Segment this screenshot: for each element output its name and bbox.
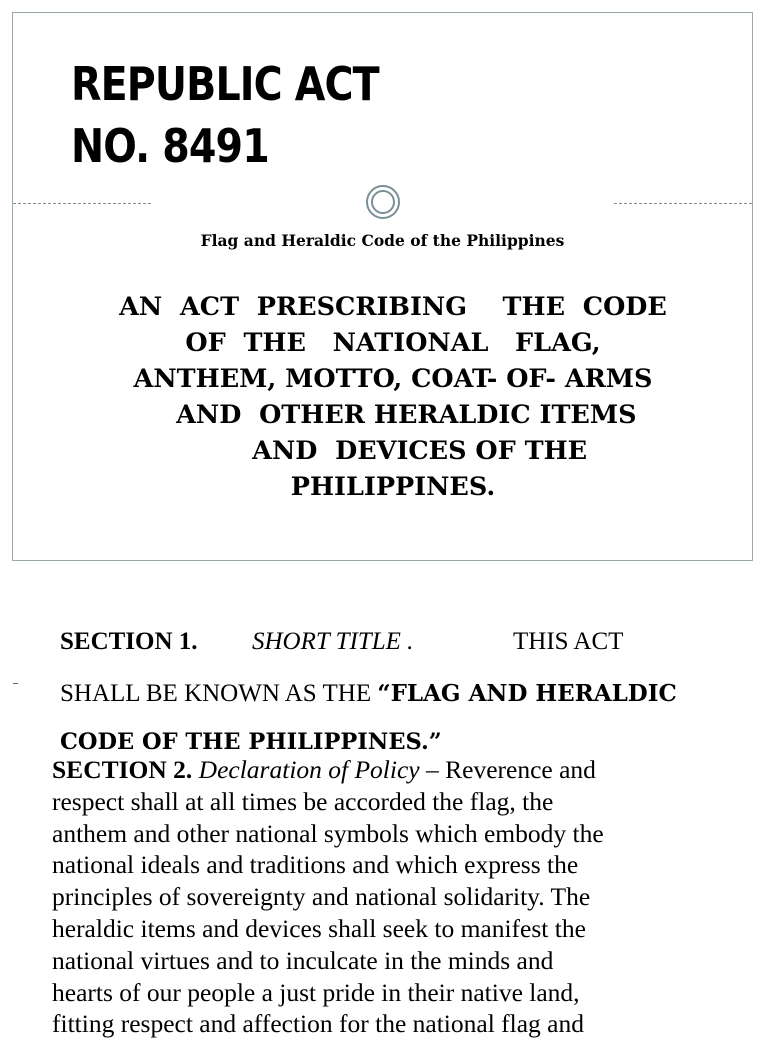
section2-paragraph xyxy=(52,754,752,1040)
title-line-2: NO. 8491 xyxy=(71,119,269,173)
divider-left xyxy=(13,203,151,204)
section2-line: principles of sovereignty and national solidarity. The xyxy=(52,882,591,912)
section2-heading: SECTION 2. xyxy=(52,755,193,784)
act-line: AND DEVICES OF THE xyxy=(198,436,588,466)
section1-line1 xyxy=(60,628,624,656)
act-description xyxy=(73,289,713,505)
section2-line: national ideals and traditions and which express the xyxy=(52,850,579,880)
subtitle: Flag and Heraldic Code of the Philippines xyxy=(200,231,565,250)
act-line: ANTHEM, MOTTO, COAT- OF- ARMS xyxy=(133,364,653,394)
section1-heading: SECTION 1. xyxy=(60,628,198,655)
margin-mark xyxy=(13,683,18,684)
section2-line: fitting respect and affection for the national flag and xyxy=(52,1009,584,1039)
act-line: AN ACT PRESCRIBING THE CODE xyxy=(119,292,667,322)
page-title xyxy=(71,53,379,177)
section2-first-line xyxy=(52,754,752,786)
title-line-1: REPUBLIC ACT xyxy=(71,57,379,111)
act-line: OF THE NATIONAL FLAG, xyxy=(185,328,601,358)
section2-first-rest: – Reverence and xyxy=(419,755,596,784)
section1-short-title: SHORT TITLE . xyxy=(252,628,414,655)
section2-line: hearts of our people a just pride in their native land, xyxy=(52,977,580,1007)
divider-right xyxy=(614,203,752,204)
section2-policy: Declaration of Policy xyxy=(198,755,420,784)
section2-line: respect shall at all times be accorded the flag, the xyxy=(52,786,554,816)
section1-line2-plain: SHALL BE KNOWN AS THE xyxy=(60,680,378,707)
act-line: AND OTHER HERALDIC ITEMS xyxy=(149,400,637,430)
section2-line: national virtues and to inculcate in the minds and xyxy=(52,945,554,975)
section2-line: heraldic items and devices shall seek to manifest the xyxy=(52,913,586,943)
section1-this-act: THIS ACT xyxy=(513,628,624,655)
section2-line: anthem and other national symbols which embody the xyxy=(52,818,604,848)
section1-line2 xyxy=(60,680,677,708)
ring-icon xyxy=(366,185,400,219)
section1-line2-bold: “FLAG AND HERALDIC xyxy=(377,680,677,707)
act-line: PHILIPPINES. xyxy=(290,472,496,502)
title-slide xyxy=(12,12,753,561)
section1-line3: CODE OF THE PHILIPPINES.” xyxy=(60,729,442,755)
